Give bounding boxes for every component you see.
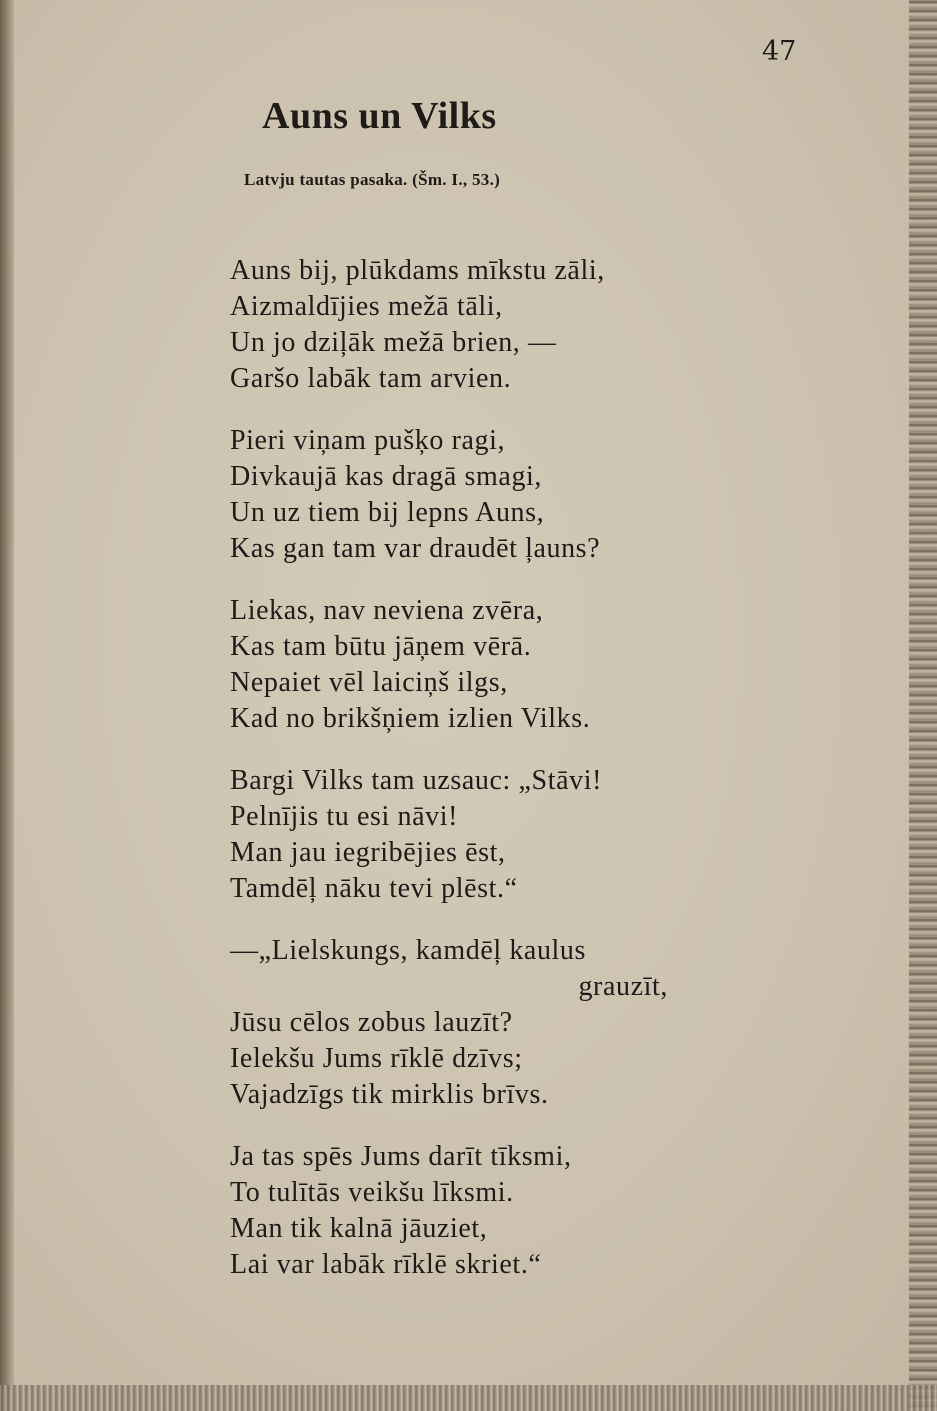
stanza bbox=[230, 593, 690, 737]
poem-line: Kad no brikšņiem izlien Vilks. bbox=[230, 703, 591, 734]
poem-line: Man jau iegribējies ēst, bbox=[230, 837, 506, 868]
page-edge-right bbox=[909, 0, 937, 1411]
poem-line: Aizmaldījies mežā tāli, bbox=[230, 291, 503, 322]
stanza bbox=[230, 763, 690, 907]
poem-line: Auns bij, plūkdams mīkstu zāli, bbox=[230, 255, 605, 286]
poem-subtitle: Latvju tautas pasaka. (Šm. I., 53.) bbox=[244, 170, 501, 189]
poem-line: Tamdēļ nāku tevi plēst.“ bbox=[230, 873, 518, 904]
poem-line: Lai var labāk rīklē skriet.“ bbox=[230, 1249, 542, 1280]
poem-line: Man tik kalnā jāuziet, bbox=[230, 1213, 488, 1244]
stanza bbox=[230, 1139, 690, 1283]
poem-line: Ja tas spēs Jums darīt tīksmi, bbox=[230, 1141, 572, 1172]
poem-line: Bargi Vilks tam uzsauc: „Stāvi! bbox=[230, 765, 603, 796]
poem-title: Auns un Vilks bbox=[262, 95, 497, 137]
poem-line-continuation: grauzīt, bbox=[578, 971, 668, 1002]
poem-line: Un uz tiem bij lepns Auns, bbox=[230, 497, 545, 528]
page-number: 47 bbox=[762, 36, 797, 67]
poem-line: Un jo dziļāk mežā brien, — bbox=[230, 327, 557, 358]
poem-line: Vajadzīgs tik mirklis brīvs. bbox=[230, 1079, 549, 1110]
poem-line: Pieri viņam pušķo ragi, bbox=[230, 425, 506, 456]
poem-line: Garšo labāk tam arvien. bbox=[230, 363, 512, 394]
poem-line: Pelnījis tu esi nāvi! bbox=[230, 801, 459, 832]
poem-line: Divkaujā kas dragā smagi, bbox=[230, 461, 543, 492]
poem-line: Kas tam būtu jāņem vērā. bbox=[230, 631, 532, 662]
poem-line: Kas gan tam var draudēt ļauns? bbox=[230, 533, 601, 564]
poem-body bbox=[230, 253, 690, 1309]
poem-line: To tulītās veikšu līksmi. bbox=[230, 1177, 514, 1208]
poem-line: Liekas, nav neviena zvēra, bbox=[230, 595, 544, 626]
stanza bbox=[230, 423, 690, 567]
poem-line: Nepaiet vēl laiciņš ilgs, bbox=[230, 667, 508, 698]
stanza bbox=[230, 253, 690, 397]
poem-line: —„Lielskungs, kamdēļ kaulus bbox=[230, 935, 587, 966]
book-spine bbox=[0, 0, 14, 1411]
poem-line: Jūsu cēlos zobus lauzīt? bbox=[230, 1007, 513, 1038]
page-edge-bottom bbox=[0, 1385, 937, 1411]
poem-line: Ielekšu Jums rīklē dzīvs; bbox=[230, 1043, 523, 1074]
stanza bbox=[230, 933, 690, 1113]
